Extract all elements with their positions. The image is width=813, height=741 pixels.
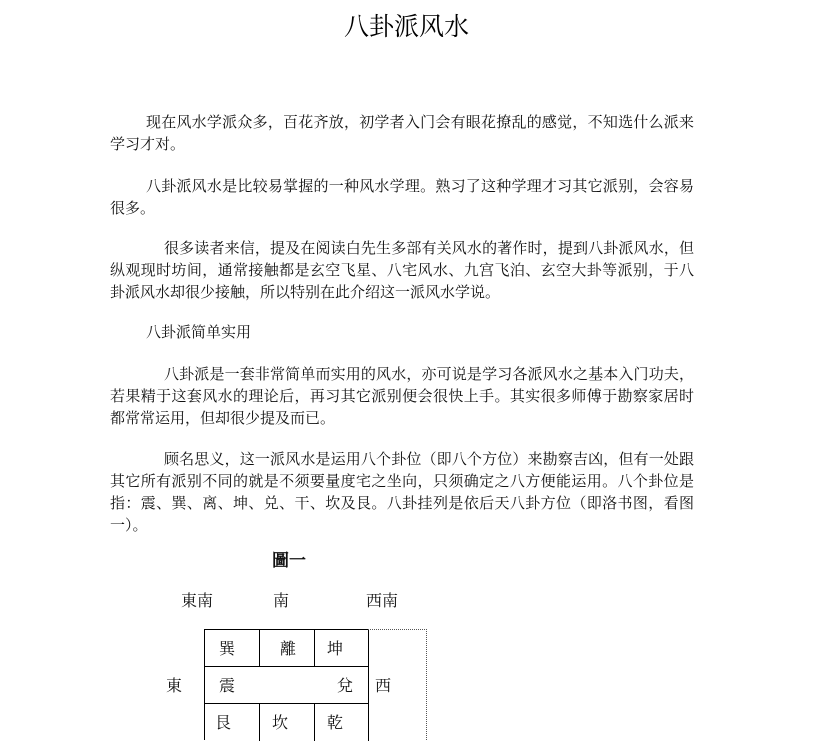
paragraph-intro: 现在风水学派众多，百花齐放，初学者入门会有眼花撩乱的感觉，不知选什么派来学习才对。 (110, 113, 694, 153)
page-title: 八卦派风水 (343, 12, 469, 41)
direction-southeast: 東南 (181, 591, 214, 610)
direction-west: 西 (375, 676, 392, 695)
trigram-zhen: 震 (205, 667, 260, 704)
trigram-kun: 坤 (315, 630, 369, 667)
bagua-grid (204, 629, 368, 740)
direction-east: 東 (166, 676, 183, 695)
trigram-qian: 乾 (315, 704, 369, 741)
trigram-xun: 巽 (205, 630, 260, 667)
paragraph-easy-to-learn: 八卦派风水是比较易掌握的一种风水学理。熟习了这种学理才习其它派别，会容易很多。 (110, 177, 694, 217)
grid-center (260, 667, 315, 704)
figure-title: 圖一 (272, 551, 306, 571)
trigram-dui: 兌 (315, 667, 369, 704)
paragraph-simple-practical: 八卦派是一套非常简单而实用的风水，亦可说是学习各派风水之基本入门功夫，若果精于这套风水的理论后，再习其它派别便会很快上手。其实很多师傅于勘察家居时都常常运用，但却很少提及而已。 (110, 365, 694, 427)
paragraph-eight-trigrams: 顾名思义，这一派风水是运用八个卦位（即八个方位）来勘察吉凶，但有一处跟其它所有派别不同的就是不须要量度宅之坐向，只须确定之八方便能运用。八个卦位是指：震、巽、离、坤、兑、干、坎及艮。八卦挂列是依后天八卦方位（即洛书图，看图一）。 (110, 450, 694, 534)
trigram-li: 離 (260, 630, 315, 667)
section-heading: 八卦派简单实用 (146, 323, 252, 341)
figure-dotted-border (368, 629, 427, 740)
trigram-gen: 艮 (205, 704, 260, 741)
trigram-kan: 坎 (260, 704, 315, 741)
direction-southwest: 西南 (366, 591, 399, 610)
direction-south: 南 (273, 591, 290, 610)
paragraph-reader-letters: 很多读者来信，提及在阅读白先生多部有关风水的著作时，提到八卦派风水，但纵观现时坊间，通常接触都是玄空飞星、八宅风水、九宫飞泊、玄空大卦等派别，于八卦派风水却很少接触，所以特别在此介绍这一派风水学说。 (110, 239, 694, 301)
